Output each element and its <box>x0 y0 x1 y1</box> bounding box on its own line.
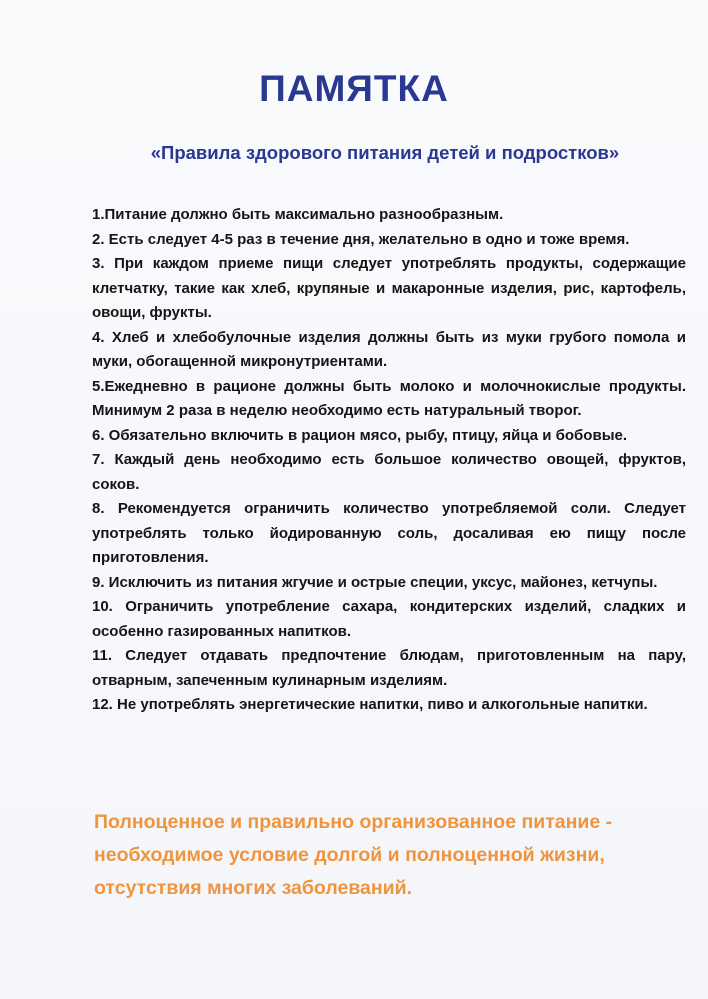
rule-item: 10. Ограничить употребление сахара, кондитерских изделий, сладких и особенно газированных напитков. <box>92 598 686 640</box>
rule-item: 6. Обязательно включить в рацион мясо, рыбу, птицу, яйца и бобовые. <box>92 426 628 444</box>
rule-item: 12. Не употреблять энергетические напитки, пиво и алкогольные напитки. <box>92 696 648 713</box>
rule-item: 11. Следует отдавать предпочтение блюдам, приготовленным на пару, отварным, запеченным кулинарным изделиям. <box>92 647 686 689</box>
rule-item: 5.Ежедневно в рационе должны быть молоко и молочнокислые продукты. Минимум 2 раза в неделю необходимо есть натуральный творог. <box>92 377 686 419</box>
memo-title: ПАМЯТКА <box>259 68 449 109</box>
memo-subtitle: «Правила здорового питания детей и подростков» <box>150 142 620 163</box>
rule-item: 7. Каждый день необходимо есть большое количество овощей, фруктов, соков. <box>92 451 686 493</box>
rule-item: 9. Исключить из питания жгучие и острые специи, уксус, майонез, кетчупы. <box>92 573 658 591</box>
rules-list <box>92 203 686 718</box>
rule-item: 4. Хлеб и хлебобулочные изделия должны быть из муки грубого помола и муки, обогащенной микронутриентами. <box>92 328 686 370</box>
conclusion-text: Полноценное и правильно организованное питание - необходимое условие долгой и полноценной жизни, отсутствия многих заболеваний. <box>94 811 613 899</box>
rule-item: 1.Питание должно быть максимально разнообразным. <box>92 206 504 223</box>
rule-item: 3. При каждом приеме пищи следует употреблять продукты, содержащие клетчатку, такие как хлеб, крупяные и макаронные изделия, рис, картофель, овощи, фрукты. <box>92 255 686 321</box>
rule-item: 2. Есть следует 4-5 раз в течение дня, желательно в одно и тоже время. <box>92 230 630 248</box>
rule-item: 8. Рекомендуется ограничить количество употребляемой соли. Следует употреблять только йодированную соль, досаливая ею пищу после приготовления. <box>92 500 686 566</box>
